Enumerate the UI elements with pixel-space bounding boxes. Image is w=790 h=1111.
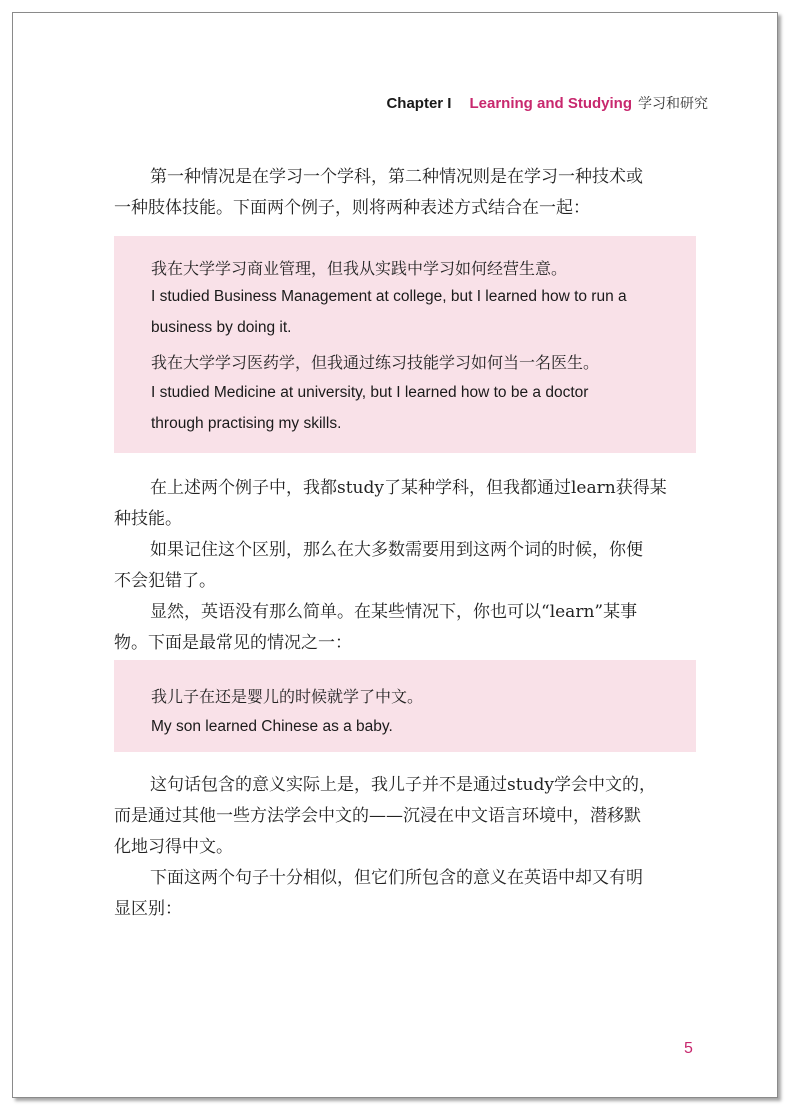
- text-line: 种技能。: [114, 509, 182, 529]
- example-en-2-cont: through practising my skills.: [151, 415, 342, 432]
- example-en-2: I studied Medicine at university, but I learned how to be a doctor: [151, 384, 589, 401]
- example-en-1: I studied Business Management at college, but I learned how to run a: [151, 288, 627, 305]
- example-box-2: [114, 660, 696, 752]
- chapter-title: Learning and Studying: [469, 95, 632, 112]
- text-line: 这句话包含的意义实际上是，我儿子并不是通过study学会中文的，: [150, 775, 656, 795]
- text-line: 在上述两个例子中，我都study了某种学科，但我都通过learn获得某: [150, 478, 667, 498]
- text-line: 如果记住这个区别，那么在大多数需要用到这两个词的时候，你便: [150, 540, 643, 560]
- text-line: 而是通过其他一些方法学会中文的——沉浸在中文语言环境中，潜移默: [114, 806, 641, 826]
- example-cn-3: 我儿子在还是婴儿的时候就学了中文。: [151, 687, 424, 706]
- running-header: [386, 93, 708, 115]
- paragraph-3: [114, 770, 696, 925]
- example-en-1-cont: business by doing it.: [151, 319, 292, 336]
- paragraph-1: [114, 162, 696, 224]
- text-line: 第一种情况是在学习一个学科，第二种情况则是在学习一种技术或: [150, 167, 643, 187]
- text-line: 不会犯错了。: [114, 571, 216, 591]
- example-cn-2: 我在大学学习医药学，但我通过练习技能学习如何当一名医生。: [151, 353, 600, 372]
- chapter-label: Chapter I: [386, 95, 452, 112]
- text-line: 显区别：: [114, 899, 182, 919]
- example-cn-1: 我在大学学习商业管理，但我从实践中学习如何经营生意。: [151, 259, 568, 278]
- chapter-title-cn: 学习和研究: [638, 96, 708, 112]
- example-box-1: [114, 236, 696, 453]
- text-line: 显然，英语没有那么简单。在某些情况下，你也可以“learn”某事: [150, 602, 638, 622]
- text-line: 一种肢体技能。下面两个例子，则将两种表述方式结合在一起：: [114, 198, 590, 218]
- example-en-3: My son learned Chinese as a baby.: [151, 718, 393, 735]
- page-number: 5: [684, 1040, 693, 1057]
- text-line: 下面这两个句子十分相似，但它们所包含的意义在英语中却又有明: [150, 868, 643, 888]
- paragraph-2: [114, 473, 696, 659]
- text-line: 物。下面是最常见的情况之一：: [114, 633, 352, 653]
- text-line: 化地习得中文。: [114, 837, 233, 857]
